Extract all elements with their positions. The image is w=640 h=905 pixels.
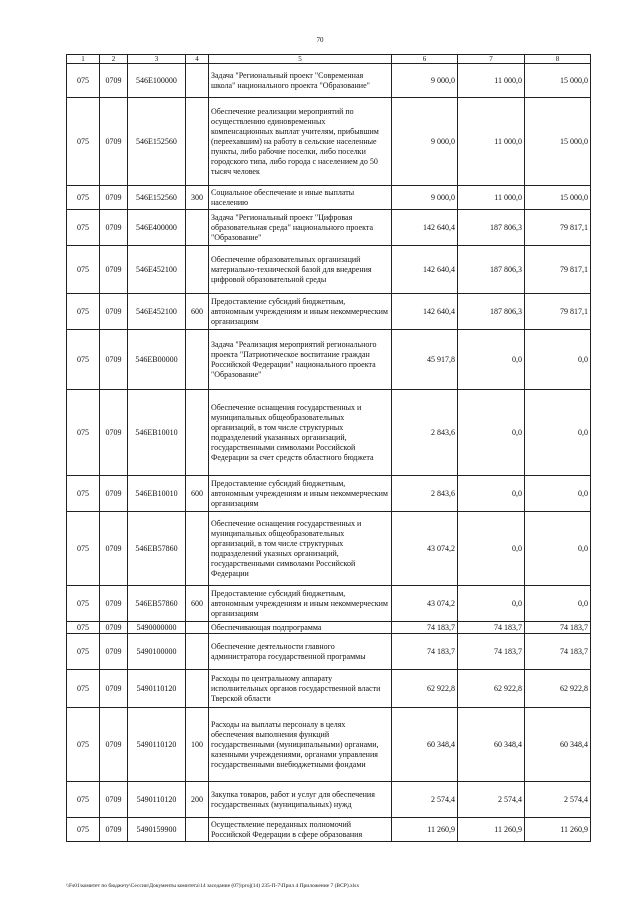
amount-year2-cell: 0,0 bbox=[458, 586, 525, 622]
page-number: 70 bbox=[316, 36, 324, 44]
description-cell: Обеспечение оснащения государственных и муниципальных общеобразовательных организаций, в том числе структурных подразделений указных организаций, государственными символами Российской Федерации bbox=[209, 512, 392, 586]
column-number-header: 6 bbox=[392, 55, 458, 64]
table-row bbox=[67, 586, 591, 622]
section-code-cell: 0709 bbox=[100, 634, 128, 670]
amount-year3-cell: 0,0 bbox=[525, 512, 591, 586]
amount-year1-cell: 2 843,6 bbox=[392, 390, 458, 476]
amount-year1-cell: 142 640,4 bbox=[392, 210, 458, 246]
section-code-cell: 0709 bbox=[100, 186, 128, 210]
section-code-cell: 0709 bbox=[100, 708, 128, 782]
ministry-code-cell: 075 bbox=[67, 512, 100, 586]
table-body bbox=[67, 64, 591, 842]
amount-year2-cell: 0,0 bbox=[458, 476, 525, 512]
amount-year1-cell: 9 000,0 bbox=[392, 98, 458, 186]
section-code-cell: 0709 bbox=[100, 622, 128, 634]
target-article-cell: 546E400000 bbox=[128, 210, 186, 246]
expense-type-cell bbox=[186, 64, 209, 98]
ministry-code-cell: 075 bbox=[67, 186, 100, 210]
section-code-cell: 0709 bbox=[100, 98, 128, 186]
amount-year3-cell: 79 817,1 bbox=[525, 294, 591, 330]
amount-year3-cell: 74 183,7 bbox=[525, 634, 591, 670]
target-article-cell: 5490000000 bbox=[128, 622, 186, 634]
section-code-cell: 0709 bbox=[100, 294, 128, 330]
amount-year2-cell: 62 922,8 bbox=[458, 670, 525, 708]
amount-year3-cell: 2 574,4 bbox=[525, 782, 591, 818]
target-article-cell: 5490100000 bbox=[128, 634, 186, 670]
table-row bbox=[67, 98, 591, 186]
description-cell: Предоставление субсидий бюджетным, автономным учреждениям и иным некоммерческим организациям bbox=[209, 476, 392, 512]
ministry-code-cell: 075 bbox=[67, 294, 100, 330]
ministry-code-cell: 075 bbox=[67, 210, 100, 246]
table-row bbox=[67, 670, 591, 708]
column-number-header: 3 bbox=[128, 55, 186, 64]
ministry-code-cell: 075 bbox=[67, 634, 100, 670]
amount-year1-cell: 62 922,8 bbox=[392, 670, 458, 708]
description-cell: Расходы на выплаты персоналу в целях обеспечения выполнения функций государственными (муниципальными) органами, казенными учреждениями, органами управления государственными внебюджетными фондами bbox=[209, 708, 392, 782]
description-cell: Обеспечение деятельности главного администратора государственной программы bbox=[209, 634, 392, 670]
amount-year3-cell: 62 922,8 bbox=[525, 670, 591, 708]
amount-year1-cell: 11 260,9 bbox=[392, 818, 458, 842]
amount-year2-cell: 2 574,4 bbox=[458, 782, 525, 818]
amount-year3-cell: 0,0 bbox=[525, 330, 591, 390]
ministry-code-cell: 075 bbox=[67, 708, 100, 782]
section-code-cell: 0709 bbox=[100, 818, 128, 842]
ministry-code-cell: 075 bbox=[67, 390, 100, 476]
expense-type-cell bbox=[186, 512, 209, 586]
target-article-cell: 5490110120 bbox=[128, 782, 186, 818]
target-article-cell: 546EB57860 bbox=[128, 586, 186, 622]
column-number-header: 1 bbox=[67, 55, 100, 64]
ministry-code-cell: 075 bbox=[67, 476, 100, 512]
column-number-header: 7 bbox=[458, 55, 525, 64]
amount-year1-cell: 60 348,4 bbox=[392, 708, 458, 782]
section-code-cell: 0709 bbox=[100, 670, 128, 708]
section-code-cell: 0709 bbox=[100, 476, 128, 512]
amount-year1-cell: 45 917,8 bbox=[392, 330, 458, 390]
expense-type-cell: 600 bbox=[186, 586, 209, 622]
ministry-code-cell: 075 bbox=[67, 586, 100, 622]
amount-year1-cell: 9 000,0 bbox=[392, 64, 458, 98]
expense-type-cell bbox=[186, 330, 209, 390]
amount-year3-cell: 15 000,0 bbox=[525, 98, 591, 186]
target-article-cell: 546E452100 bbox=[128, 246, 186, 294]
description-cell: Обеспечивающая подпрограмма bbox=[209, 622, 392, 634]
amount-year1-cell: 2 574,4 bbox=[392, 782, 458, 818]
amount-year1-cell: 74 183,7 bbox=[392, 622, 458, 634]
ministry-code-cell: 075 bbox=[67, 818, 100, 842]
description-cell: Социальное обеспечение и иные выплаты населению bbox=[209, 186, 392, 210]
section-code-cell: 0709 bbox=[100, 210, 128, 246]
table-row bbox=[67, 708, 591, 782]
table-row bbox=[67, 782, 591, 818]
target-article-cell: 5490110120 bbox=[128, 708, 186, 782]
table-row bbox=[67, 818, 591, 842]
amount-year1-cell: 9 000,0 bbox=[392, 186, 458, 210]
section-code-cell: 0709 bbox=[100, 390, 128, 476]
expense-type-cell bbox=[186, 98, 209, 186]
target-article-cell: 546E100000 bbox=[128, 64, 186, 98]
expense-type-cell: 100 bbox=[186, 708, 209, 782]
expense-type-cell bbox=[186, 246, 209, 294]
expense-type-cell: 600 bbox=[186, 294, 209, 330]
description-cell: Обеспечение реализации мероприятий по осуществлению единовременных компенсационных выплат учителям, прибывшим (переехавшим) на работу в сельские населенные пункты, либо рабочие поселки, либо поселки городского типа, либо города с населением до 50 тысяч человек bbox=[209, 98, 392, 186]
target-article-cell: 5490159900 bbox=[128, 818, 186, 842]
ministry-code-cell: 075 bbox=[67, 330, 100, 390]
amount-year1-cell: 43 074,2 bbox=[392, 512, 458, 586]
ministry-code-cell: 075 bbox=[67, 670, 100, 708]
expense-type-cell: 200 bbox=[186, 782, 209, 818]
target-article-cell: 5490110120 bbox=[128, 670, 186, 708]
column-number-header: 4 bbox=[186, 55, 209, 64]
amount-year3-cell: 74 183,7 bbox=[525, 622, 591, 634]
amount-year2-cell: 0,0 bbox=[458, 330, 525, 390]
section-code-cell: 0709 bbox=[100, 330, 128, 390]
ministry-code-cell: 075 bbox=[67, 64, 100, 98]
expense-type-cell bbox=[186, 634, 209, 670]
section-code-cell: 0709 bbox=[100, 782, 128, 818]
amount-year2-cell: 187 806,3 bbox=[458, 294, 525, 330]
amount-year3-cell: 0,0 bbox=[525, 390, 591, 476]
expense-type-cell: 300 bbox=[186, 186, 209, 210]
expense-type-cell: 600 bbox=[186, 476, 209, 512]
ministry-code-cell: 075 bbox=[67, 98, 100, 186]
amount-year2-cell: 187 806,3 bbox=[458, 210, 525, 246]
target-article-cell: 546EB57860 bbox=[128, 512, 186, 586]
expense-type-cell bbox=[186, 818, 209, 842]
table-row bbox=[67, 390, 591, 476]
description-cell: Предоставление субсидий бюджетным, автономным учреждениям и иным некоммерческим организациям bbox=[209, 586, 392, 622]
ministry-code-cell: 075 bbox=[67, 782, 100, 818]
description-cell: Задача "Реализация мероприятий регионального проекта "Патриотическое воспитание граждан Российской Федерации" национального проекта "Образование" bbox=[209, 330, 392, 390]
amount-year1-cell: 142 640,4 bbox=[392, 294, 458, 330]
table-row bbox=[67, 622, 591, 634]
description-cell: Задача "Региональный проект "Цифровая образовательная среда" национального проекта "Образование" bbox=[209, 210, 392, 246]
column-number-header: 2 bbox=[100, 55, 128, 64]
amount-year2-cell: 0,0 bbox=[458, 512, 525, 586]
section-code-cell: 0709 bbox=[100, 512, 128, 586]
table-row bbox=[67, 476, 591, 512]
amount-year1-cell: 2 843,6 bbox=[392, 476, 458, 512]
table-row bbox=[67, 294, 591, 330]
description-cell: Закупка товаров, работ и услуг для обеспечения государственных (муниципальных) нужд bbox=[209, 782, 392, 818]
amount-year3-cell: 79 817,1 bbox=[525, 246, 591, 294]
description-cell: Задача "Региональный проект "Современная школа" национального проекта "Образование" bbox=[209, 64, 392, 98]
description-cell: Предоставление субсидий бюджетным, автономным учреждениям и иным некоммерческим организациям bbox=[209, 294, 392, 330]
description-cell: Осуществление переданных полномочий Российской Федерации в сфере образования bbox=[209, 818, 392, 842]
description-cell: Обеспечение оснащения государственных и муниципальных общеобразовательных организаций, в том числе структурных подразделений указанных организаций, государственными символами Российской Федерации за счет средств областного бюджета bbox=[209, 390, 392, 476]
amount-year2-cell: 74 183,7 bbox=[458, 622, 525, 634]
amount-year2-cell: 0,0 bbox=[458, 390, 525, 476]
target-article-cell: 546EB00000 bbox=[128, 330, 186, 390]
expense-type-cell bbox=[186, 622, 209, 634]
amount-year3-cell: 0,0 bbox=[525, 476, 591, 512]
amount-year1-cell: 43 074,2 bbox=[392, 586, 458, 622]
table-row bbox=[67, 330, 591, 390]
table-row bbox=[67, 186, 591, 210]
amount-year3-cell: 11 260,9 bbox=[525, 818, 591, 842]
section-code-cell: 0709 bbox=[100, 586, 128, 622]
expense-type-cell bbox=[186, 670, 209, 708]
amount-year2-cell: 60 348,4 bbox=[458, 708, 525, 782]
amount-year3-cell: 79 817,1 bbox=[525, 210, 591, 246]
table-row bbox=[67, 210, 591, 246]
column-number-row bbox=[67, 55, 591, 64]
amount-year3-cell: 60 348,4 bbox=[525, 708, 591, 782]
amount-year3-cell: 15 000,0 bbox=[525, 64, 591, 98]
budget-table bbox=[66, 54, 591, 842]
column-number-header: 5 bbox=[209, 55, 392, 64]
expense-type-cell bbox=[186, 390, 209, 476]
amount-year1-cell: 74 183,7 bbox=[392, 634, 458, 670]
table-row bbox=[67, 246, 591, 294]
table-row bbox=[67, 512, 591, 586]
target-article-cell: 546E152560 bbox=[128, 98, 186, 186]
amount-year2-cell: 11 000,0 bbox=[458, 186, 525, 210]
description-cell: Обеспечение образовательных организаций материально-технической базой для внедрения цифровой образовательной среды bbox=[209, 246, 392, 294]
file-path-footer: \\Fs01\комитет по бюджету\Сессии\Документы комитета\14 заседание (07)\proj(14) 235-П-7\Прил 4 Приложение 7 (ВСР).xlsx bbox=[66, 883, 360, 889]
amount-year2-cell: 11 260,9 bbox=[458, 818, 525, 842]
amount-year2-cell: 74 183,7 bbox=[458, 634, 525, 670]
expense-type-cell bbox=[186, 210, 209, 246]
table-row bbox=[67, 64, 591, 98]
amount-year2-cell: 11 000,0 bbox=[458, 98, 525, 186]
amount-year2-cell: 187 806,3 bbox=[458, 246, 525, 294]
table-row bbox=[67, 634, 591, 670]
target-article-cell: 546EB10010 bbox=[128, 476, 186, 512]
ministry-code-cell: 075 bbox=[67, 246, 100, 294]
section-code-cell: 0709 bbox=[100, 246, 128, 294]
amount-year2-cell: 11 000,0 bbox=[458, 64, 525, 98]
description-cell: Расходы по центральному аппарату исполнительных органов государственной власти Тверской области bbox=[209, 670, 392, 708]
amount-year1-cell: 142 640,4 bbox=[392, 246, 458, 294]
target-article-cell: 546E452100 bbox=[128, 294, 186, 330]
column-number-header: 8 bbox=[525, 55, 591, 64]
amount-year3-cell: 15 000,0 bbox=[525, 186, 591, 210]
ministry-code-cell: 075 bbox=[67, 622, 100, 634]
target-article-cell: 546EB10010 bbox=[128, 390, 186, 476]
target-article-cell: 546E152560 bbox=[128, 186, 186, 210]
section-code-cell: 0709 bbox=[100, 64, 128, 98]
amount-year3-cell: 0,0 bbox=[525, 586, 591, 622]
